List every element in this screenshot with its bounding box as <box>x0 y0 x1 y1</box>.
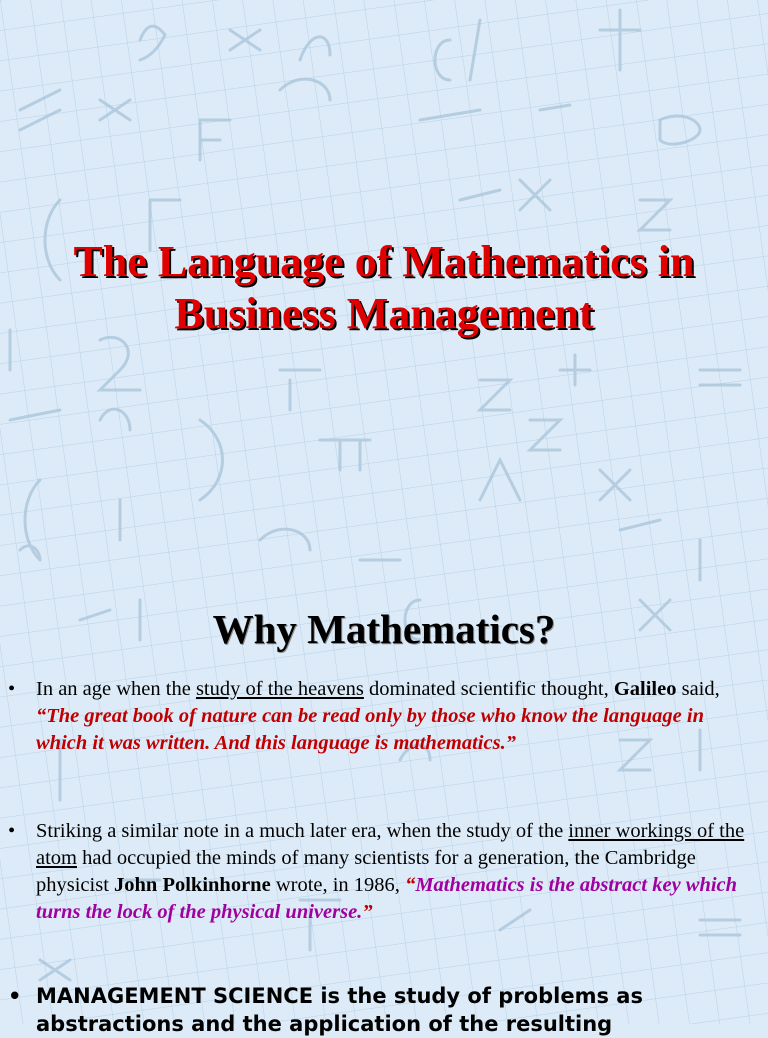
bullet-galileo <box>8 676 758 757</box>
slide-title-line-1: The Language of Mathematics in <box>73 237 695 286</box>
bullet-dot: • <box>8 678 16 700</box>
text-run: dominated scientific thought, <box>363 678 614 700</box>
open-quote: “ <box>405 874 416 896</box>
slide-title-line-2: Business Management <box>174 289 594 338</box>
bullet-management-science <box>8 982 758 1038</box>
text-run: said, <box>676 678 720 700</box>
polkinhorne-quote: Mathematics is the abstract key which turns the lock of the physical universe. <box>36 874 738 923</box>
galileo-quote: “The great book of nature can be read only by those who know the language in which it was written. And this language is mathematics.” <box>36 705 705 754</box>
bullet-polkinhorne <box>8 818 758 926</box>
bullet-text <box>36 818 758 926</box>
person-name: Galileo <box>613 678 677 700</box>
text-run: had occupied the minds of many scientists for a generation, the Cambridge physicist <box>36 847 696 896</box>
slide-title <box>0 236 768 340</box>
underlined-phrase: study of the heavens <box>195 678 364 700</box>
underlined-phrase: inner workings of the atom <box>36 820 745 869</box>
text-run: wrote, in 1986, <box>270 874 406 896</box>
close-quote: ” <box>362 901 373 923</box>
text-run: In an age when the <box>36 678 196 700</box>
bullet-dot: • <box>8 984 22 1008</box>
section-heading: Why Mathematics? <box>212 606 556 652</box>
bullet-dot: • <box>8 820 16 842</box>
bullet-text: MANAGEMENT SCIENCE is the study of problems as abstractions and the application of the resulting <box>36 984 643 1036</box>
bullet-text <box>36 676 758 757</box>
text-run: Striking a similar note in a much later era, when the study of the <box>36 820 569 842</box>
person-name: John Polkinhorne <box>114 874 271 896</box>
